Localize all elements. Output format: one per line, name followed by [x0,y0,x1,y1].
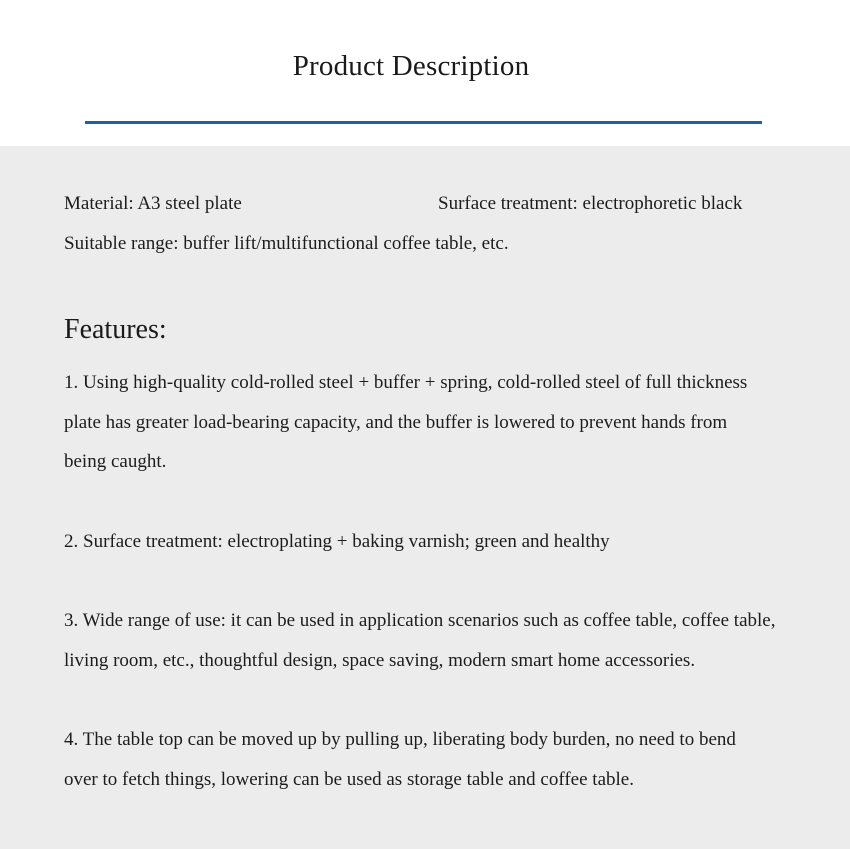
spec-surface-treatment: Surface treatment: electrophoretic black [438,193,743,214]
feature-line: plate has greater load-bearing capacity, and the buffer is lowered to prevent hands from [64,412,728,433]
features-heading: Features: [64,314,167,345]
feature-line: 1. Using high-quality cold-rolled steel + buffer + spring, cold-rolled steel of full thickness [64,372,748,393]
feature-line: over to fetch things, lowering can be used as storage table and coffee table. [64,769,634,790]
header [0,0,850,146]
spec-suitable-range: Suitable range: buffer lift/multifunctional coffee table, etc. [64,233,509,254]
feature-line: 3. Wide range of use: it can be used in application scenarios such as coffee table, coffee table, [64,610,776,631]
page-title: Product Description [292,50,530,82]
feature-line: 4. The table top can be moved up by pulling up, liberating body burden, no need to bend [64,729,736,750]
feature-line: being caught. [64,451,167,472]
feature-line: 2. Surface treatment: electroplating + baking varnish; green and healthy [64,531,610,552]
spec-material: Material: A3 steel plate [64,193,242,214]
content-panel [0,146,850,849]
title-underline [85,121,762,124]
feature-line: living room, etc., thoughtful design, space saving, modern smart home accessories. [64,650,696,671]
